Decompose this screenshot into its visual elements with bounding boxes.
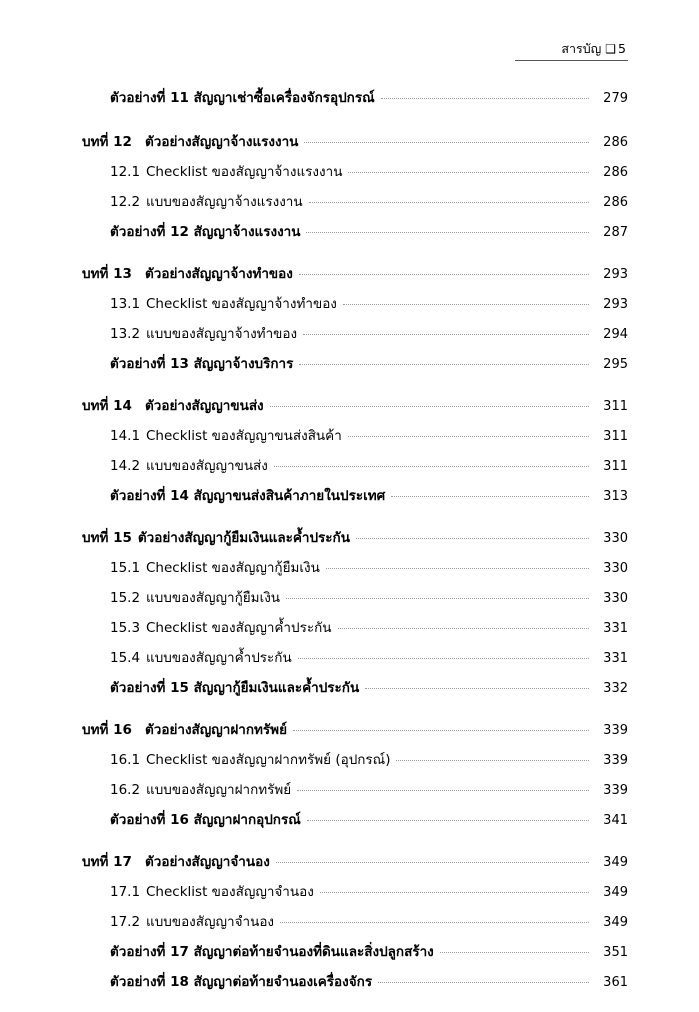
- toc-entry-number: 16.2: [110, 782, 141, 798]
- dot-leader: [303, 334, 589, 335]
- toc-entry-page-number: 339: [603, 723, 628, 738]
- dot-leader: [304, 142, 589, 143]
- toc-entry-number: 13.1: [110, 296, 141, 312]
- toc-entry-number: 14.1: [110, 428, 141, 444]
- toc-entry-label: Checklist ของสัญญากู้ยืมเงิน: [146, 560, 320, 576]
- toc-entry-number: 15.1: [110, 560, 141, 576]
- dot-leader: [338, 628, 590, 629]
- dot-leader: [326, 568, 589, 569]
- running-header: [515, 38, 628, 61]
- toc-entry-page-number: 331: [603, 651, 628, 666]
- toc-entry-page-number: 294: [603, 327, 628, 342]
- toc-subsection-entry[interactable]: [0, 586, 699, 616]
- toc-entry-page-number: 349: [603, 885, 628, 900]
- toc-entry-number: 15.4: [110, 650, 141, 666]
- toc-entry-page-number: 287: [603, 225, 628, 240]
- toc-example-entry[interactable]: [0, 676, 699, 706]
- toc-subsection-entry[interactable]: [0, 556, 699, 586]
- dot-leader: [270, 406, 589, 407]
- toc-chapter-entry[interactable]: [0, 262, 699, 292]
- toc-entry-number: 15.3: [110, 620, 141, 636]
- toc-chapter-entry[interactable]: [0, 394, 699, 424]
- toc-chapter-entry[interactable]: [0, 130, 699, 160]
- dot-leader: [306, 232, 589, 233]
- toc-subsection-entry[interactable]: [0, 322, 699, 352]
- toc-subsection-entry[interactable]: [0, 292, 699, 322]
- dot-leader: [381, 98, 589, 99]
- toc-entry-page-number: 293: [603, 297, 628, 312]
- toc-entry-number: 15.2: [110, 590, 141, 606]
- toc-entry-page-number: 311: [603, 459, 628, 474]
- toc-entry-page-number: 311: [603, 399, 628, 414]
- toc-example-entry[interactable]: [0, 940, 699, 970]
- dot-leader: [348, 436, 589, 437]
- toc-entry-label: ตัวอย่างที่ 18 สัญญาต่อท้ายจำนองเครื่องจักร: [110, 974, 373, 990]
- toc-entry-label: Checklist ของสัญญาขนส่งสินค้า: [146, 428, 342, 444]
- toc-entry-page-number: 349: [603, 915, 628, 930]
- dot-leader: [276, 862, 589, 863]
- toc-entry-label: ตัวอย่างสัญญาจำนอง: [145, 854, 270, 870]
- toc-entry-label: ตัวอย่างที่ 11 สัญญาเช่าซื้อเครื่องจักรอุปกรณ์: [110, 90, 375, 106]
- toc-entry-page-number: 351: [603, 945, 628, 960]
- toc-entry-page-number: 330: [603, 561, 628, 576]
- toc-example-entry[interactable]: [0, 970, 699, 1000]
- square-bullet-icon: ❑: [605, 42, 617, 56]
- toc-entry-label: แบบของสัญญากู้ยืมเงิน: [146, 590, 281, 606]
- toc-entry-number: 12.1: [110, 164, 141, 180]
- dot-leader: [440, 952, 589, 953]
- toc-entry-label: แบบของสัญญาจ้างทำของ: [146, 326, 298, 342]
- toc-entry-label: Checklist ของสัญญาจ้างทำของ: [146, 296, 337, 312]
- toc-subsection-entry[interactable]: [0, 160, 699, 190]
- toc-entry-label: แบบของสัญญาจำนอง: [146, 914, 275, 930]
- toc-entry-page-number: 293: [603, 267, 628, 282]
- toc-entry-label: แบบของสัญญาฝากทรัพย์: [146, 782, 292, 798]
- dot-leader: [286, 598, 589, 599]
- toc-section: [0, 850, 699, 1000]
- toc-entry-page-number: 311: [603, 429, 628, 444]
- toc-entry-label: แบบของสัญญาค้ำประกัน: [146, 650, 292, 666]
- dot-leader: [391, 496, 589, 497]
- toc-entry-number: บทที่ 16: [82, 722, 132, 738]
- dot-leader: [365, 688, 589, 689]
- dot-leader: [280, 922, 589, 923]
- toc-chapter-entry[interactable]: [0, 850, 699, 880]
- toc-subsection-entry[interactable]: [0, 616, 699, 646]
- toc-entry-number: 17.1: [110, 884, 141, 900]
- dot-leader: [274, 466, 589, 467]
- toc-entry-label: Checklist ของสัญญาจำนอง: [146, 884, 314, 900]
- toc-entry-number: บทที่ 14: [82, 398, 132, 414]
- toc-entry-number: บทที่ 12: [82, 134, 132, 150]
- toc-subsection-entry[interactable]: [0, 748, 699, 778]
- dot-leader: [320, 892, 589, 893]
- toc-entry-page-number: 339: [603, 783, 628, 798]
- toc-entry-number: บทที่ 15: [82, 530, 132, 546]
- dot-leader: [297, 790, 589, 791]
- dot-leader: [396, 760, 589, 761]
- dot-leader: [293, 730, 589, 731]
- toc-entry-label: ตัวอย่างที่ 13 สัญญาจ้างบริการ: [110, 356, 294, 372]
- toc-section: [0, 130, 699, 250]
- toc-entry-number: 17.2: [110, 914, 141, 930]
- running-header-inner: [515, 42, 628, 61]
- toc-entry-number: บทที่ 13: [82, 266, 132, 282]
- toc-entry-label: Checklist ของสัญญาค้ำประกัน: [146, 620, 332, 636]
- toc-entry-page-number: 331: [603, 621, 628, 636]
- toc-example-entry[interactable]: [0, 86, 699, 116]
- toc-chapter-entry[interactable]: [0, 718, 699, 748]
- toc-entry-label: ตัวอย่างที่ 17 สัญญาต่อท้ายจำนองที่ดินและสิ่งปลูกสร้าง: [110, 944, 434, 960]
- toc-entry-label: ตัวอย่างที่ 16 สัญญาฝากอุปกรณ์: [110, 812, 301, 828]
- toc-subsection-entry[interactable]: [0, 778, 699, 808]
- toc-entry-page-number: 361: [603, 975, 628, 990]
- toc-entry-label: ตัวอย่างสัญญาจ้างแรงงาน: [145, 134, 299, 150]
- toc-entry-label: ตัวอย่างสัญญาจ้างทำของ: [145, 266, 293, 282]
- toc-entry-page-number: 330: [603, 531, 628, 546]
- toc-subsection-entry[interactable]: [0, 424, 699, 454]
- toc-entry-label: ตัวอย่างสัญญากู้ยืมเงินและค้ำประกัน: [137, 530, 350, 546]
- toc-entry-label: แบบของสัญญาขนส่ง: [146, 458, 268, 474]
- toc-section: [0, 86, 699, 116]
- toc-entry-number: 14.2: [110, 458, 141, 474]
- table-of-contents: [0, 86, 699, 1012]
- header-page-number: 5: [618, 41, 626, 56]
- toc-section: [0, 394, 699, 514]
- toc-subsection-entry[interactable]: [0, 910, 699, 940]
- dot-leader: [299, 274, 589, 275]
- toc-section: [0, 262, 699, 382]
- dot-leader: [356, 538, 589, 539]
- toc-entry-page-number: 349: [603, 855, 628, 870]
- toc-section: [0, 718, 699, 838]
- dot-leader: [348, 172, 589, 173]
- toc-entry-page-number: 286: [603, 135, 628, 150]
- dot-leader: [343, 304, 589, 305]
- header-title: สารบัญ: [561, 41, 602, 56]
- toc-entry-label: แบบของสัญญาจ้างแรงงาน: [146, 194, 303, 210]
- toc-entry-number: บทที่ 17: [82, 854, 132, 870]
- toc-entry-page-number: 286: [603, 195, 628, 210]
- toc-entry-page-number: 341: [603, 813, 628, 828]
- toc-entry-page-number: 339: [603, 753, 628, 768]
- toc-entry-page-number: 332: [603, 681, 628, 696]
- toc-example-entry[interactable]: [0, 352, 699, 382]
- toc-entry-page-number: 330: [603, 591, 628, 606]
- dot-leader: [299, 364, 589, 365]
- toc-subsection-entry[interactable]: [0, 880, 699, 910]
- toc-entry-label: Checklist ของสัญญาจ้างแรงงาน: [146, 164, 343, 180]
- toc-entry-page-number: 286: [603, 165, 628, 180]
- toc-entry-number: 16.1: [110, 752, 141, 768]
- toc-entry-label: ตัวอย่างที่ 14 สัญญาขนส่งสินค้าภายในประเทศ: [110, 488, 386, 504]
- toc-entry-label: ตัวอย่างที่ 15 สัญญากู้ยืมเงินและค้ำประกัน: [110, 680, 360, 696]
- toc-entry-page-number: 313: [603, 489, 628, 504]
- toc-entry-label: Checklist ของสัญญาฝากทรัพย์ (อุปกรณ์): [146, 752, 391, 768]
- toc-entry-number: 13.2: [110, 326, 141, 342]
- dot-leader: [307, 820, 589, 821]
- toc-subsection-entry[interactable]: [0, 646, 699, 676]
- toc-subsection-entry[interactable]: [0, 454, 699, 484]
- toc-entry-label: ตัวอย่างที่ 12 สัญญาจ้างแรงงาน: [110, 224, 301, 240]
- toc-chapter-entry[interactable]: [0, 526, 699, 556]
- toc-example-entry[interactable]: [0, 808, 699, 838]
- dot-leader: [298, 658, 589, 659]
- toc-subsection-entry[interactable]: [0, 190, 699, 220]
- toc-entry-page-number: 279: [603, 91, 628, 106]
- toc-example-entry[interactable]: [0, 220, 699, 250]
- toc-entry-number: 12.2: [110, 194, 141, 210]
- toc-example-entry[interactable]: [0, 484, 699, 514]
- toc-entry-label: ตัวอย่างสัญญาฝากทรัพย์: [145, 722, 287, 738]
- toc-entry-page-number: 295: [603, 357, 628, 372]
- dot-leader: [309, 202, 589, 203]
- toc-section: [0, 526, 699, 706]
- toc-entry-label: ตัวอย่างสัญญาขนส่ง: [145, 398, 264, 414]
